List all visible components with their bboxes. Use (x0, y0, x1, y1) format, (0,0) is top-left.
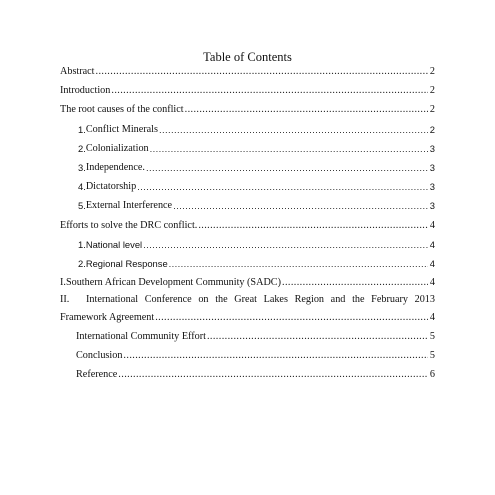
toc-entry-label: Abstract (60, 66, 95, 77)
toc-page-number: 4 (429, 220, 435, 231)
toc-entry-label: Reference (76, 369, 118, 380)
toc-entry-number: 5. (78, 200, 86, 211)
toc-page-number: 2 (429, 124, 435, 135)
toc-entry-label: Southern African Development Community (SADC) (65, 277, 281, 288)
toc-page-number: 3 (429, 181, 435, 192)
toc-page-number: 2 (429, 104, 435, 115)
toc-entry-number: 2. (78, 143, 86, 154)
toc-entry-colonialization[interactable] (78, 141, 435, 155)
toc-page-number: 4 (429, 258, 435, 269)
toc-entry-label: Dictatorship (85, 181, 137, 192)
toc-entry-label: The root causes of the conflict (60, 104, 184, 115)
toc-entry-dictatorship[interactable] (78, 179, 435, 193)
toc-entry-label: Efforts to solve the DRC conflict. (60, 220, 198, 231)
toc-page-number: 3 (429, 162, 435, 173)
toc-page-number: 4 (429, 239, 435, 250)
toc-entry-number: 4. (78, 181, 86, 192)
toc-leader-dots (123, 349, 428, 362)
toc-entry-number: II. (60, 294, 70, 305)
toc-page-number: 5 (429, 350, 435, 361)
toc-entry-number: 1. (78, 124, 86, 135)
toc-entry-icglr-line2[interactable] (60, 310, 435, 324)
toc-entry-conclusion[interactable] (76, 348, 435, 362)
toc-leader-dots (198, 219, 428, 232)
toc-entry-root-causes[interactable] (60, 102, 435, 116)
toc-entry-icglr-line1[interactable] (60, 293, 435, 307)
toc-page-number: 6 (429, 369, 435, 380)
toc-entry-label-line1: International Conference on the Great Lakes Region and the February 2013 (86, 294, 435, 305)
toc-leader-dots (146, 161, 428, 174)
toc-entry-label: Colonialization (85, 143, 149, 154)
toc-leader-dots (282, 276, 428, 289)
toc-entry-label: Conclusion (76, 350, 123, 361)
toc-entry-label: National level (85, 239, 143, 250)
toc-entry-number: I. (60, 277, 66, 288)
toc-leader-dots (155, 311, 428, 324)
toc-leader-dots (111, 84, 428, 97)
toc-leader-dots (173, 199, 428, 212)
toc-page-number: 3 (429, 143, 435, 154)
toc-leader-dots (96, 65, 428, 78)
toc-entry-number: 1. (78, 239, 86, 250)
toc-entry-number: 3. (78, 162, 86, 173)
toc-entry-efforts[interactable] (60, 218, 435, 232)
toc-title: Table of Contents (203, 50, 292, 64)
toc-leader-dots (169, 257, 428, 270)
toc-leader-dots (159, 123, 428, 136)
toc-leader-dots (143, 238, 428, 251)
toc-entry-abstract[interactable] (60, 64, 435, 78)
toc-entry-number: 2. (78, 258, 86, 269)
toc-entry-conflict-minerals[interactable] (78, 122, 435, 136)
toc-entry-label: External Interference (85, 200, 173, 211)
toc-leader-dots (118, 368, 428, 381)
toc-entry-independence[interactable] (78, 160, 435, 174)
toc-entry-introduction[interactable] (60, 83, 435, 97)
toc-leader-dots (207, 330, 428, 343)
toc-entry-label: Framework Agreement (60, 312, 155, 323)
toc-entry-label: International Community Effort (76, 331, 206, 342)
toc-leader-dots (150, 142, 428, 155)
toc-entry-label: Independence. (85, 162, 145, 173)
toc-page-number: 2 (429, 85, 435, 96)
toc-entry-label: Introduction (60, 85, 111, 96)
toc-entry-external-interference[interactable] (78, 198, 435, 212)
toc-entry-label: Conflict Minerals (85, 124, 158, 135)
toc-page-number: 3 (429, 200, 435, 211)
toc-entry-sadc[interactable] (60, 275, 435, 289)
toc-entry-reference[interactable] (76, 367, 435, 381)
toc-page-number: 5 (429, 331, 435, 342)
toc-entry-international-community[interactable] (76, 329, 435, 343)
toc-page-number: 4 (429, 312, 435, 323)
toc-leader-dots (185, 103, 428, 116)
toc-entry-national-level[interactable] (78, 237, 435, 251)
toc-leader-dots (137, 180, 428, 193)
toc-entry-label: Regional Response (85, 258, 168, 269)
toc-entry-regional-response[interactable] (78, 256, 435, 270)
toc-page-number: 4 (429, 277, 435, 288)
toc-page-number: 2 (429, 66, 435, 77)
